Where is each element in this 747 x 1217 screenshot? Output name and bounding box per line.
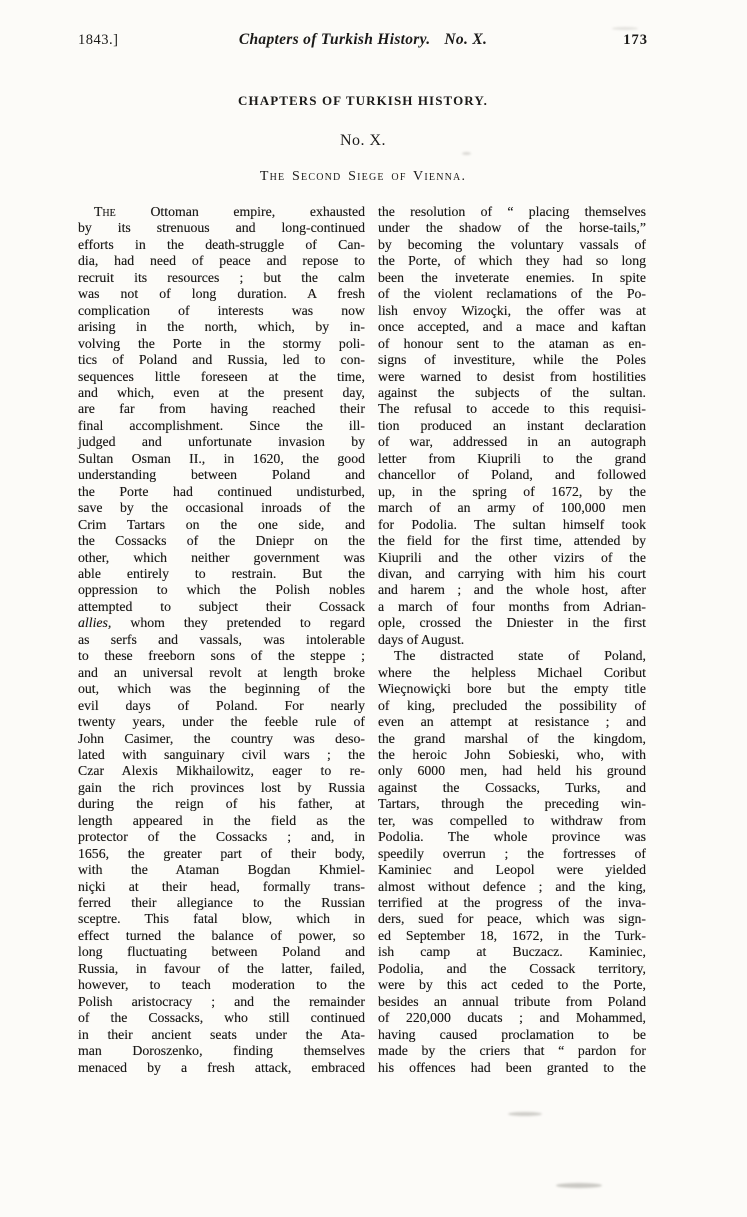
text-line: tion produced an instant declaration <box>378 417 646 433</box>
text-line: Sultan Osman II., in 1620, the good <box>78 450 365 466</box>
text-line: letter from Kiuprili to the grand <box>378 450 646 466</box>
text-line: Kaminiec and Leopol were yielded <box>378 862 646 878</box>
text-line: Czar Alexis Mikhailowitz, eager to re- <box>78 763 365 779</box>
article-subtitle: The Second Siege of Vienna. <box>259 169 467 184</box>
text-line: march of an army of 100,000 men <box>378 500 646 516</box>
scan-smudge <box>612 27 638 30</box>
text-line: John Casimer, the country was deso- <box>78 730 365 746</box>
text-line: length appeared in the field as the <box>78 812 365 828</box>
text-line: and which, even at the present day, <box>78 384 365 400</box>
text-line: under the shadow of the horse-tails,” <box>378 220 646 236</box>
running-title-text: Chapters of Turkish History. <box>238 31 431 48</box>
text-line: Crim Tartars on the one side, and <box>78 516 365 532</box>
text-line: made by the criers that “ pardon for <box>378 1043 646 1059</box>
text-line: the grand marshal of the kingdom, <box>378 730 646 746</box>
text-line: understanding between Poland and <box>78 467 365 483</box>
text-line: of king, precluded the possibility of <box>378 697 646 713</box>
text-line: of war, addressed in an autograph <box>378 434 646 450</box>
text-line: effect turned the balance of power, so <box>78 927 365 943</box>
article-number: No. X. <box>339 132 387 149</box>
text-line: tics of Poland and Russia, led to con- <box>78 352 365 368</box>
text-line: allies, whom they pretended to regard <box>78 615 365 631</box>
text-line: final accomplishment. Since the ill- <box>78 417 365 433</box>
text-line: in their ancient seats under the Ata- <box>78 1026 365 1042</box>
year-label: 1843.] <box>78 32 119 48</box>
text-line: against the Cossacks, Turks, and <box>378 779 646 795</box>
text-line: of the Cossacks, who still continued <box>78 1010 365 1026</box>
text-line: besides an annual tribute from Poland <box>378 993 646 1009</box>
text-line: his offences had been granted to the <box>378 1059 646 1075</box>
text-line: lish envoy Wizoçki, the offer was at <box>378 302 646 318</box>
text-line: evil days of Poland. For nearly <box>78 697 365 713</box>
text-line: the heroic John Sobieski, who, with <box>378 746 646 762</box>
text-line: Podolia. The whole province was <box>378 829 646 845</box>
text-line: other, which neither government was <box>78 549 365 565</box>
text-line: complication of interests was now <box>78 302 365 318</box>
scan-smudge <box>508 1112 542 1116</box>
text-line: once accepted, and a mace and kaftan <box>378 319 646 335</box>
running-head <box>78 31 648 49</box>
text-line: niçki at their head, formally trans- <box>78 878 365 894</box>
text-line: Russia, in favour of the latter, failed, <box>78 960 365 976</box>
text-line: divan, and carrying with him his court <box>378 565 646 581</box>
text-line: ders, sued for peace, which was sign- <box>378 911 646 927</box>
text-line: and harem ; and the whole host, after <box>378 582 646 598</box>
text-line: ish camp at Buczacz. Kaminiec, <box>378 944 646 960</box>
text-line: up, in the spring of 1672, by the <box>378 483 646 499</box>
text-line: attempted to subject their Cossack <box>78 598 365 614</box>
text-line: chancellor of Poland, and followed <box>378 467 646 483</box>
text-line: terrified at the progress of the inva- <box>378 895 646 911</box>
text-line: by its strenuous and long-continued <box>78 220 365 236</box>
text-line: to these freeborn sons of the steppe ; <box>78 648 365 664</box>
text-line: judged and unfortunate invasion by <box>78 434 365 450</box>
article-title: CHAPTERS OF TURKISH HISTORY. <box>238 93 488 108</box>
text-line: signs of investiture, while the Poles <box>378 352 646 368</box>
text-line: of honour sent to the ataman as en- <box>378 335 646 351</box>
text-line: having caused proclamation to be <box>378 1026 646 1042</box>
text-line: ople, crossed the Dniester in the first <box>378 615 646 631</box>
text-line: the field for the first time, attended by <box>378 533 646 549</box>
text-line: save by the occasional inroads of the <box>78 500 365 516</box>
text-line: Polish aristocracy ; and the remainder <box>78 993 365 1009</box>
text-line: Tartars, through the preceding win- <box>378 796 646 812</box>
text-line: only 6000 men, had held his ground <box>378 763 646 779</box>
text-line: volving the Porte in the stormy poli- <box>78 335 365 351</box>
text-line: gain the rich provinces lost by Russia <box>78 779 365 795</box>
text-line: and an universal revolt at length broke <box>78 664 365 680</box>
text-line: by becoming the voluntary vassals of <box>378 236 646 252</box>
running-number: No. X. <box>444 31 488 48</box>
text-line: a march of four months from Adrian- <box>378 598 646 614</box>
text-line: the Cossacks of the Dniepr on the <box>78 533 365 549</box>
text-line: out, which was the beginning of the <box>78 681 365 697</box>
text-line: almost without defence ; and the king, <box>378 878 646 894</box>
text-line: the Porte had continued undisturbed, <box>78 483 365 499</box>
text-line: The distracted state of Poland, <box>394 648 646 664</box>
text-line: The refusal to accede to this requisi- <box>378 401 646 417</box>
column-left <box>78 204 365 1076</box>
text-line: were by this act ceded to the Porte, <box>378 977 646 993</box>
text-line: recruit its resources ; but the calm <box>78 269 365 285</box>
text-line: 1656, the greater part of their body, <box>78 845 365 861</box>
text-line: ed September 18, 1672, in the Turk- <box>378 927 646 943</box>
text-line: oppression to which the Polish nobles <box>78 582 365 598</box>
text-line: was not of long duration. A fresh <box>78 286 365 302</box>
column-right <box>378 204 646 1076</box>
text-line: able entirely to restrain. But the <box>78 565 365 581</box>
text-line: ferred their allegiance to the Russian <box>78 895 365 911</box>
text-line: even an attempt at resistance ; and <box>378 714 646 730</box>
text-line: man Doroszenko, finding themselves <box>78 1043 365 1059</box>
running-title <box>148 31 578 49</box>
text-line: been the inveterate enemies. In spite <box>378 269 646 285</box>
text-line: where the helpless Michael Coribut <box>378 664 646 680</box>
text-line: against the subjects of the sultan. <box>378 384 646 400</box>
text-line: the resolution of “ placing themselves <box>378 204 646 219</box>
text-line: arising in the north, which, by in- <box>78 319 365 335</box>
text-line: are far from having reached their <box>78 401 365 417</box>
scan-smudge <box>462 152 471 155</box>
text-line: the Porte, of which they had so long <box>378 253 646 269</box>
text-line: of the violent reclamations of the Po- <box>378 286 646 302</box>
text-line: protector of the Cossacks ; and, in <box>78 829 365 845</box>
text-line: however, to teach moderation to the <box>78 977 365 993</box>
text-line: The Ottoman empire, exhausted <box>94 204 365 219</box>
text-line: days of August. <box>378 631 465 647</box>
text-line: Wieçnowiçki bore but the empty title <box>378 681 646 697</box>
text-line: efforts in the death-struggle of Can- <box>78 236 365 252</box>
text-line: with the Ataman Bogdan Khmiel- <box>78 862 365 878</box>
text-line: lated with sanguinary civil wars ; the <box>78 746 365 762</box>
text-line: long fluctuating between Poland and <box>78 944 365 960</box>
page-number: 173 <box>623 32 648 48</box>
text-line: were warned to desist from hostilities <box>378 368 646 384</box>
text-line: sequences little foreseen at the time, <box>78 368 365 384</box>
text-line: for Podolia. The sultan himself took <box>378 516 646 532</box>
text-line: as serfs and vassals, was intolerable <box>78 631 365 647</box>
text-line: during the reign of his father, at <box>78 796 365 812</box>
text-line: Podolia, and the Cossack territory, <box>378 960 646 976</box>
text-columns <box>78 204 646 1076</box>
text-line: ter, was compelled to withdraw from <box>378 812 646 828</box>
text-line: Kiuprili and the other vizirs of the <box>378 549 646 565</box>
text-line: speedily overrun ; the fortresses of <box>378 845 646 861</box>
text-line: menaced by a fresh attack, embraced <box>78 1059 365 1075</box>
text-line: dia, had need of peace and repose to <box>78 253 365 269</box>
scan-smudge <box>556 1183 602 1188</box>
text-line: sceptre. This fatal blow, which in <box>78 911 365 927</box>
text-line: of 220,000 ducats ; and Mohammed, <box>378 1010 646 1026</box>
text-line: twenty years, under the feeble rule of <box>78 714 365 730</box>
